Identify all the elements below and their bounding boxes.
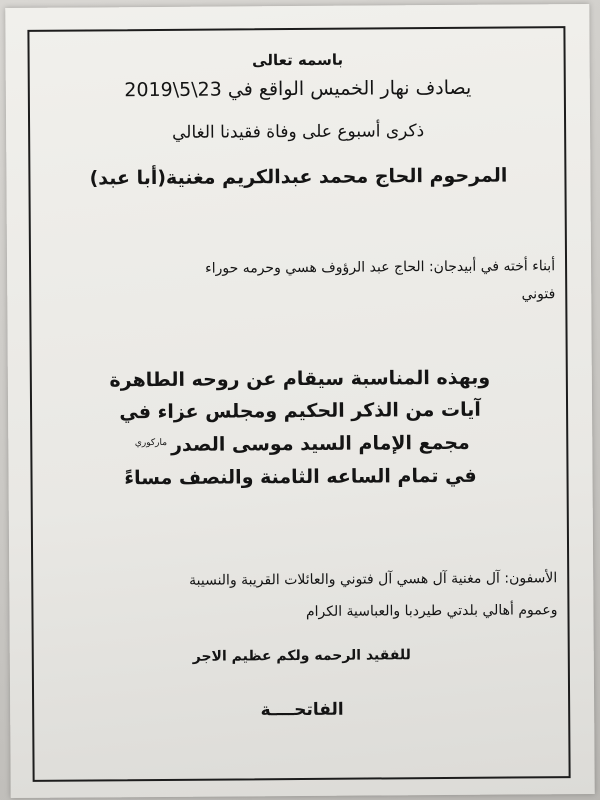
mourners-line-2: وعموم أهالي بلدتي طيردبا والعباسية الكرام [305, 602, 558, 620]
deceased-name: المرحوم الحاج محمد عبدالكريم مغنية(أبا عبد) [89, 164, 508, 190]
condolence-line: للفقيد الرحمه ولكم عظيم الاجر [192, 647, 411, 665]
opening-invocation: باسمه تعالى [252, 50, 344, 70]
mourners-line-1: الأسفون: آل مغنية آل هسي آل فتوني والعائلات القريبة والنسيبة [189, 570, 558, 589]
date-line: يصادف نهار الخميس الواقع في 23\5\2019 [124, 76, 472, 102]
program-line-2: آيات من الذكر الحكيم ومجلس عزاء في [119, 398, 481, 424]
family-line-2: فتوني [521, 286, 556, 303]
venue-name: مجمع الإمام السيد موسى الصدر [170, 431, 470, 456]
venue-note: ماركوري [134, 437, 168, 449]
closing-fatiha: الفاتحــــة [260, 699, 344, 721]
program-line-3 [8, 431, 592, 457]
occasion-line: ذكرى أسبوع على وفاة فقيدنا الغالي [172, 121, 425, 143]
family-line-1: أبناء أخته في أبيدجان: الحاج عبد الرؤوف هسي وحرمه حوراء [205, 258, 556, 277]
program-line-1: وبهذه المناسبة سيقام عن روحه الطاهرة [109, 366, 491, 392]
program-line-4: في تمام الساعه الثامنة والنصف مساءً [124, 464, 477, 490]
obituary-notice [5, 4, 595, 798]
paper-sheet [5, 4, 595, 798]
